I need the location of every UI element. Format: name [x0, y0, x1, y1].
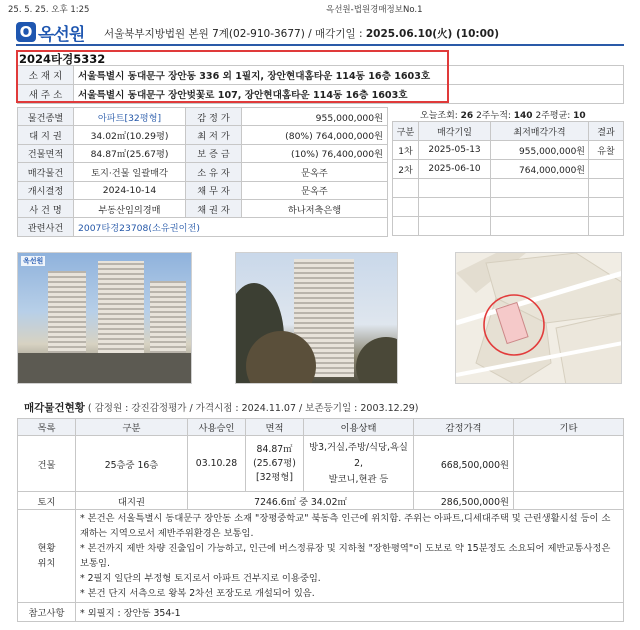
column-header: 목록: [18, 419, 76, 436]
cell-label: 보 증 금: [186, 144, 242, 162]
cell-value: 84.87㎡(25.67평): [74, 144, 186, 162]
cell-value: 03.10.28: [188, 436, 246, 492]
cell-value: 2024-10-14: [74, 181, 186, 199]
note-line: * 본건까지 제반 차량 진출입이 가능하고, 인근에 버스정류장 및 지하철 "장한평역"이 도보로 약 15분정도 소요되어 제반교통사정은 보통임.: [80, 543, 611, 569]
stat-label: 2주누적:: [476, 111, 514, 121]
cell-label: 건물면적: [18, 144, 74, 162]
table-row: [18, 510, 624, 603]
case-number: 2024타경5332: [19, 52, 106, 66]
page-header: [16, 20, 624, 46]
cell-value: (10%) 76,400,000원: [242, 144, 388, 162]
section-subtitle: ( 감정원 : 강진감정평가 / 가격시점 : 2024.11.07 / 보존등기일 : 2003.12.29): [84, 403, 419, 414]
cell-label: 관련사건: [18, 218, 74, 236]
table-header-row: [18, 419, 624, 436]
cell-label: 소 유 자: [186, 163, 242, 181]
table-row: [393, 179, 624, 198]
court-name: 서울북부지방법원 본원 7계(02-910-3677) / 매각기일 :: [104, 28, 366, 40]
table-row: [18, 144, 388, 162]
cell-label: 채 권 자: [186, 199, 242, 217]
column-header: 매각기일: [419, 122, 491, 141]
location-map[interactable]: [455, 252, 622, 384]
browser-print-header: [8, 3, 632, 15]
note-line: * 본건은 서울특별시 동대문구 장안동 소재 "장평중학교" 북동측 인근에 위치함. 주위는 아파트,디세대주택 및 근린생활시설 등이 소재하는 지역으로서 제반주위환경은 보통임.: [80, 513, 611, 539]
column-header: 구분: [393, 122, 419, 141]
photo-watermark: 옥선원: [23, 257, 44, 265]
table-row: [393, 217, 624, 236]
cell-value: 문옥주: [242, 163, 388, 181]
area-cell: [246, 436, 304, 492]
note-line: * 2필지 일단의 부정형 토지로서 아파트 건부지로 이용중임.: [80, 573, 321, 584]
cell-label: 감 정 가: [186, 108, 242, 126]
sale-goods-table: [17, 418, 624, 622]
cell-label: 토지: [18, 492, 76, 510]
new-address-value: 서울특별시 동대문구 장안벚꽃로 107, 장안현대홈타운 114동 16층 1603호: [74, 85, 624, 104]
property-type-link[interactable]: 아파트[32평형]: [74, 108, 186, 126]
column-header: 감정가격: [414, 419, 514, 436]
table-row: [393, 198, 624, 217]
logo-text: 옥선원: [38, 24, 85, 45]
cell-label: 건물: [18, 436, 76, 492]
cell-value: 25층중 16층: [76, 436, 188, 492]
related-case-link[interactable]: 2007타경23708(소유권이전): [74, 218, 388, 236]
apartment-photo[interactable]: [17, 252, 192, 384]
stat-label: 오늘조회:: [420, 111, 461, 121]
cell-label: 물건종별: [18, 108, 74, 126]
print-datetime: 25. 5. 25. 오후 1:25: [8, 5, 90, 15]
stat-value: 26: [460, 111, 474, 121]
area-sqm: 84.87㎡: [256, 443, 293, 455]
cell-value: [589, 160, 624, 179]
usage-cell: [304, 436, 414, 492]
table-row: [18, 163, 388, 181]
usage-line: 발코니,현관 등: [328, 473, 389, 485]
location-label-cell: [18, 510, 76, 603]
cell-label: 대 지 권: [18, 126, 74, 144]
view-stats: [420, 108, 586, 121]
address-value: 서울특별시 동대문구 장안동 336 외 1필지, 장안현대홈타운 114동 16층 1603호: [74, 66, 624, 85]
cell-value: 2차: [393, 160, 419, 179]
cell-value: 하나저축은행: [242, 199, 388, 217]
table-row: [18, 436, 624, 492]
table-row: [18, 66, 624, 85]
cell-value: 764,000,000원: [491, 160, 589, 179]
address-table: [17, 65, 624, 104]
column-header: 기타: [514, 419, 624, 436]
cell-label: 채 무 자: [186, 181, 242, 199]
column-header: 면적: [246, 419, 304, 436]
cell-value: 7246.6㎡ 중 34.02㎡: [188, 492, 414, 510]
cell-label: 참고사항: [18, 603, 76, 622]
auction-history-table: [392, 121, 624, 236]
reference-note: * 외필지 : 장안동 354-1: [76, 603, 624, 622]
cell-value: 286,500,000원: [414, 492, 514, 510]
area-pyeong: (25.67평): [253, 457, 296, 469]
building-photo[interactable]: [235, 252, 398, 384]
stat-label: 2주평균:: [535, 111, 574, 121]
stat-value: 10: [573, 111, 586, 121]
photo-gallery: [17, 252, 622, 384]
print-title: 옥선원-법원경매정보No.1: [326, 5, 423, 15]
cell-label: 최 저 가: [186, 126, 242, 144]
cell-value: 유찰: [589, 141, 624, 160]
table-row: [18, 199, 388, 217]
table-row: [18, 218, 388, 236]
cell-value: 문옥주: [242, 181, 388, 199]
location-notes: [76, 510, 624, 603]
cell-value: 34.02㎡(10.29평): [74, 126, 186, 144]
cell-label: 매각물건: [18, 163, 74, 181]
note-line: * 본건 단지 서측으로 왕복 2차선 포장도로 개설되어 있음.: [80, 588, 315, 599]
column-header: 결과: [589, 122, 624, 141]
court-info: [104, 26, 499, 41]
cell-label: 현황: [37, 543, 56, 554]
property-info-table: [17, 107, 388, 237]
cell-label: 개시결정: [18, 181, 74, 199]
cell-value: 955,000,000원: [242, 108, 388, 126]
table-row: [18, 126, 388, 144]
cell-value: 대지권: [76, 492, 188, 510]
cell-label: 위치: [37, 558, 56, 569]
table-row: [18, 603, 624, 622]
section-heading: 매각물건현황: [24, 402, 85, 414]
new-address-label: 새 주 소: [18, 85, 74, 104]
column-header: 이용상태: [304, 419, 414, 436]
address-label: 소 재 지: [18, 66, 74, 85]
cell-value: 2025-06-10: [419, 160, 491, 179]
usage-line: 방3,거실,주방/식당,욕실2,: [309, 441, 408, 469]
column-header: 구분: [76, 419, 188, 436]
table-row: [393, 141, 624, 160]
sale-date: 2025.06.10(火) (10:00): [365, 28, 500, 40]
table-row: [18, 108, 388, 126]
table-row: [18, 492, 624, 510]
cell-value: (80%) 764,000,000원: [242, 126, 388, 144]
area-type: [32평형]: [255, 471, 294, 483]
cell-label: 사 건 명: [18, 199, 74, 217]
column-header: 최저매각가격: [491, 122, 589, 141]
cell-value: 토지·건물 일괄매각: [74, 163, 186, 181]
table-row: [393, 160, 624, 179]
cell-value: 2025-05-13: [419, 141, 491, 160]
map-graphic: [456, 253, 622, 384]
logo-mark-icon: O: [16, 22, 36, 42]
cell-value: 955,000,000원: [491, 141, 589, 160]
cell-value: 668,500,000원: [414, 436, 514, 492]
cell-value: 부동산임의경매: [74, 199, 186, 217]
section-title: [24, 400, 419, 415]
table-header-row: [393, 122, 624, 141]
stat-value: 140: [513, 111, 533, 121]
cell-value: 1차: [393, 141, 419, 160]
site-logo[interactable]: [16, 21, 98, 43]
table-row: [18, 85, 624, 104]
column-header: 사용승인: [188, 419, 246, 436]
table-row: [18, 181, 388, 199]
